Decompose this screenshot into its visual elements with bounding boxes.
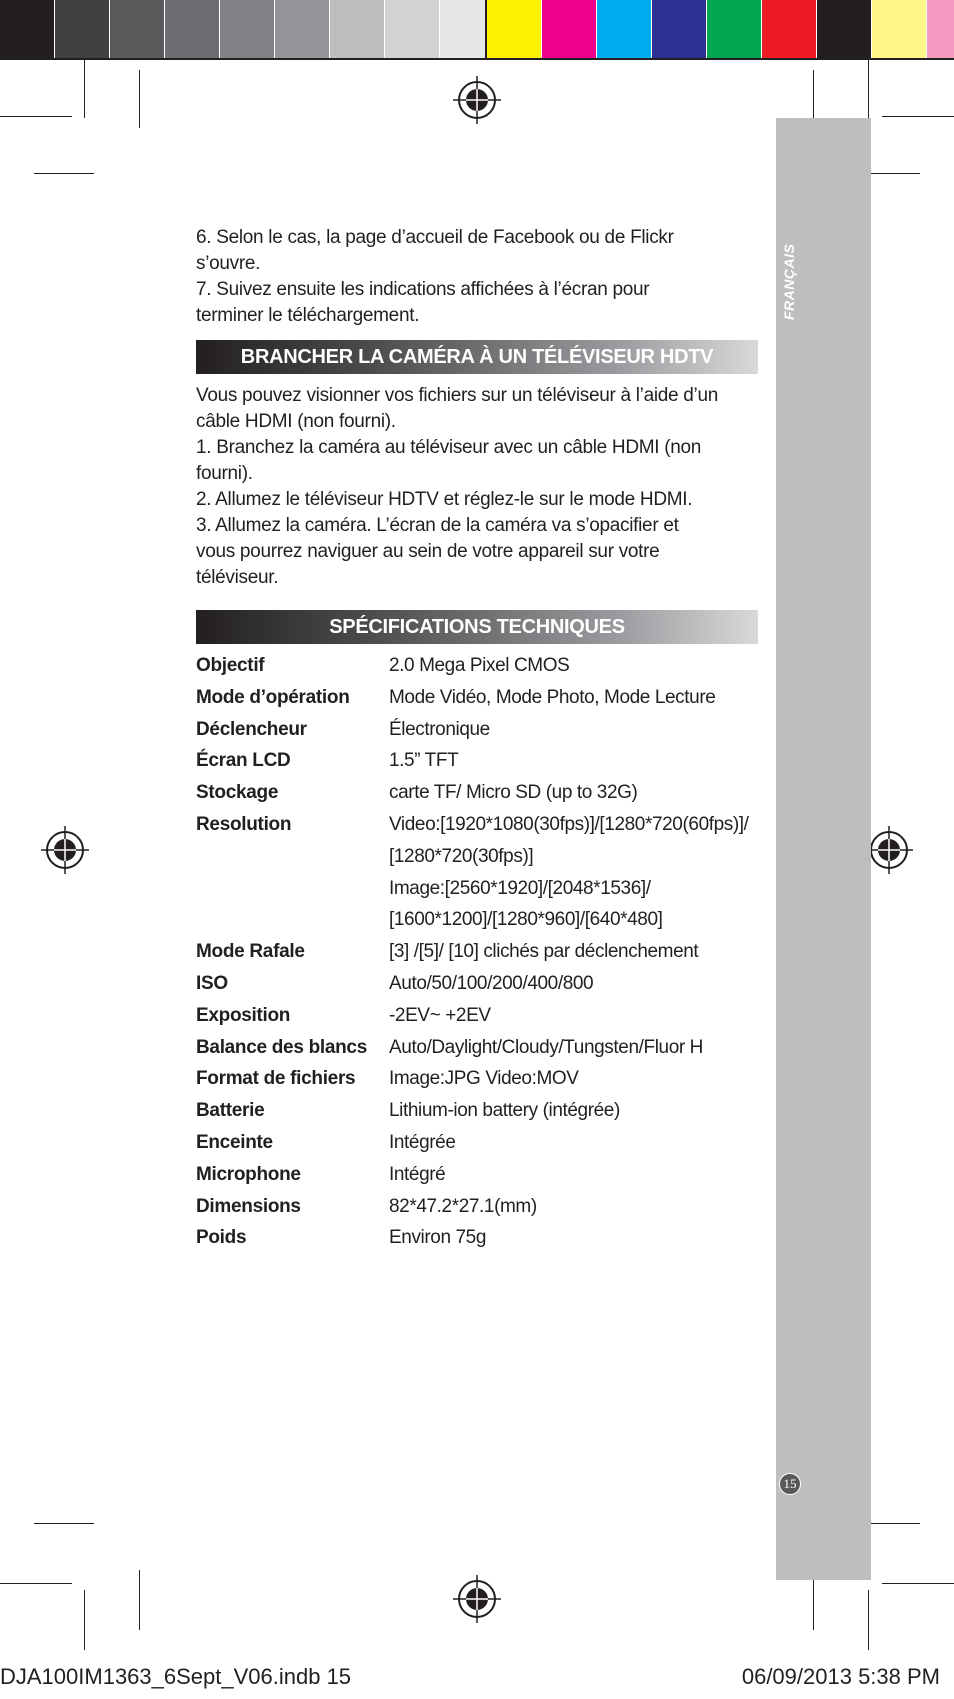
spec-value: Mode Vidéo, Mode Photo, Mode Lecture [389, 686, 716, 708]
spec-value: Intégré [389, 1163, 446, 1185]
spec-value: Image:[2560*1920]/[2048*1536]/ [389, 877, 651, 899]
spec-row [196, 1063, 766, 1095]
spec-label: Format de fichiers [196, 1068, 356, 1090]
step-7-line-1: 7. Suivez ensuite les indications affichées à l’écran pour [196, 279, 650, 300]
spec-row [196, 1191, 766, 1223]
specs-section-title: SPÉCIFICATIONS TECHNIQUES [196, 610, 758, 644]
spec-label: Balance des blancs [196, 1036, 367, 1058]
spec-value: Électronique [389, 718, 490, 740]
registration-mark-bottom [453, 1575, 501, 1623]
spec-value: [3] /[5]/ [10] clichés par déclenchement [389, 941, 699, 963]
spec-row [196, 1095, 766, 1127]
registration-mark-left [41, 826, 89, 874]
spec-label: Microphone [196, 1163, 301, 1185]
spec-value: Lithium-ion battery (intégrée) [389, 1100, 620, 1122]
color-bar-outline [485, 0, 954, 60]
spec-row [196, 936, 766, 968]
footer-file-name: DJA100IM1363_6Sept_V06.indb 15 [0, 1664, 352, 1689]
hdtv-line: câble HDMI (non fourni). [196, 411, 396, 432]
spec-row [196, 1127, 766, 1159]
spec-label: Dimensions [196, 1195, 301, 1217]
spec-value: [1280*720(30fps)] [389, 845, 534, 867]
spec-value: [1600*1200]/[1280*960]/[640*480] [389, 909, 663, 931]
hdtv-line: 3. Allumez la caméra. L’écran de la caméra va s’opacifier et [196, 515, 679, 536]
footer-date-time: 06/09/2013 5:38 PM [741, 1664, 940, 1689]
spec-label: Mode Rafale [196, 941, 305, 963]
step-6-line-2: s’ouvre. [196, 253, 261, 274]
spec-label: Écran LCD [196, 750, 291, 772]
gray-bar-outline [0, 0, 552, 60]
hdtv-line: Vous pouvez visionner vos fichiers sur un téléviseur à l’aide d’un [196, 385, 718, 406]
spec-value: Intégrée [389, 1132, 456, 1153]
spec-value: Auto/Daylight/Cloudy/Tungsten/Fluor H [389, 1036, 703, 1058]
spec-value: Video:[1920*1080(30fps)]/[1280*720(60fps)]/ [389, 814, 749, 835]
spec-row [196, 968, 766, 1000]
hdtv-line: fourni). [196, 463, 253, 484]
spec-label: Mode d’opération [196, 686, 350, 708]
spec-label: Enceinte [196, 1132, 273, 1153]
hdtv-line: vous pourrez naviguer au sein de votre appareil sur votre [196, 541, 660, 562]
spec-row [196, 714, 766, 746]
spec-value: -2EV~ +2EV [389, 1004, 491, 1026]
spec-label: Déclencheur [196, 718, 307, 740]
registration-mark-top [453, 76, 501, 124]
spec-row [196, 1222, 766, 1254]
spec-row [196, 745, 766, 777]
spec-label: ISO [196, 973, 228, 994]
spec-value: carte TF/ Micro SD (up to 32G) [389, 782, 638, 804]
spec-row [196, 1159, 766, 1191]
spec-value: 82*47.2*27.1(mm) [389, 1195, 537, 1217]
spec-row [196, 809, 766, 936]
spec-row [196, 682, 766, 714]
spec-label: Objectif [196, 655, 265, 676]
intro-steps [196, 225, 761, 329]
side-tab-language [781, 300, 797, 320]
spec-row [196, 650, 766, 682]
spec-row [196, 1032, 766, 1064]
step-6-line-1: 6. Selon le cas, la page d’accueil de Facebook ou de Flickr [196, 227, 674, 248]
hdtv-line: 1. Branchez la caméra au téléviseur avec un câble HDMI (non [196, 437, 702, 458]
spec-value: 1.5” TFT [389, 750, 459, 772]
spec-label: Stockage [196, 782, 279, 804]
spec-label: Batterie [196, 1100, 265, 1122]
hdtv-section-body [196, 383, 761, 591]
spec-label: Exposition [196, 1004, 291, 1026]
spec-label: Resolution [196, 814, 292, 835]
side-tab [776, 118, 871, 1580]
page-number-badge: 15 [779, 1473, 801, 1495]
spec-value: Environ 75g [389, 1227, 487, 1249]
spec-value: Auto/50/100/200/400/800 [389, 973, 594, 994]
hdtv-line: téléviseur. [196, 567, 279, 588]
registration-mark-right [865, 826, 913, 874]
hdtv-line: 2. Allumez le téléviseur HDTV et réglez-le sur le mode HDMI. [196, 489, 693, 510]
hdtv-section-title: BRANCHER LA CAMÉRA À UN TÉLÉVISEUR HDTV [196, 340, 758, 374]
spec-row [196, 777, 766, 809]
spec-value: 2.0 Mega Pixel CMOS [389, 655, 570, 676]
spec-value: Image:JPG Video:MOV [389, 1068, 579, 1090]
step-7-line-2: terminer le téléchargement. [196, 305, 420, 326]
spec-label: Poids [196, 1227, 247, 1249]
spec-row [196, 1000, 766, 1032]
